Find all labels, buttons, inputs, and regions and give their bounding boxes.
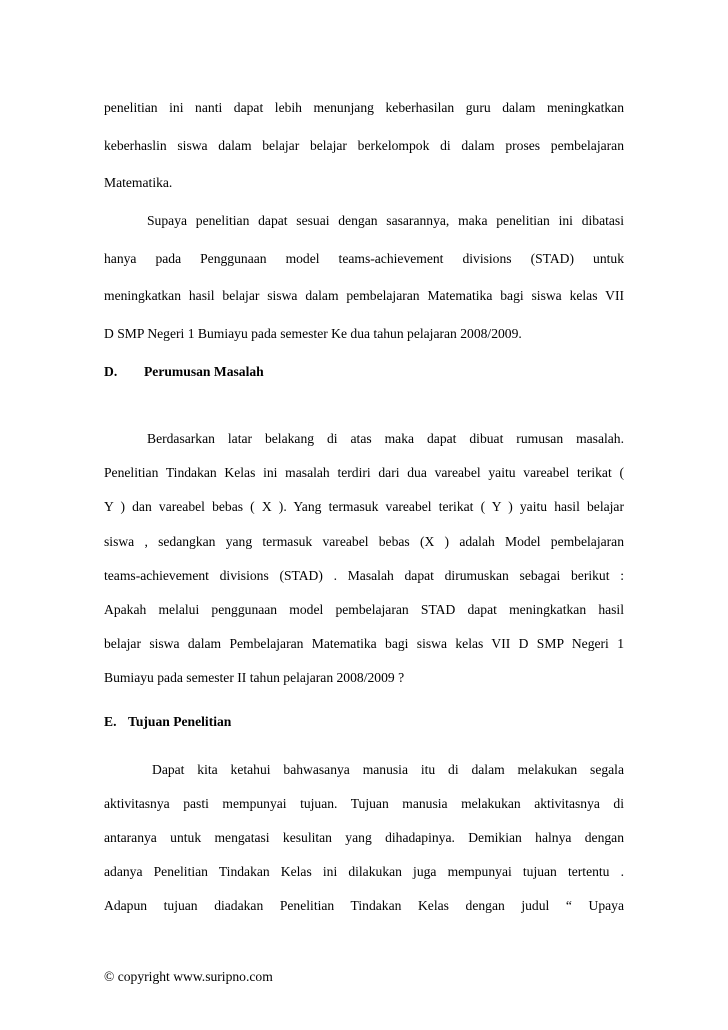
paragraph-line: belajar siswa dalam Pembelajaran Matematika bagi siswa kelas VII D SMP Negeri 1: [104, 636, 624, 651]
paragraph-line: Matematika.: [104, 175, 173, 190]
paragraph-line: Bumiayu pada semester II tahun pelajaran 2008/2009 ?: [104, 670, 405, 685]
paragraph-line: penelitian ini nanti dapat lebih menunjang keberhasilan guru dalam meningkatkan: [104, 100, 624, 115]
section-title: Tujuan Penelitian: [128, 714, 232, 729]
section-heading-d: [104, 363, 264, 381]
paragraph-line: teams-achievement divisions (STAD) . Masalah dapat dirumuskan sebagai berikut :: [104, 568, 624, 583]
paragraph-line: Y ) dan vareabel bebas ( X ). Yang termasuk vareabel terikat ( Y ) yaitu hasil belajar: [104, 499, 624, 514]
paragraph-line: Supaya penelitian dapat sesuai dengan sasarannya, maka penelitian ini dibatasi: [147, 213, 624, 228]
paragraph-line: Adapun tujuan diadakan Penelitian Tindakan Kelas dengan judul “ Upaya: [104, 898, 624, 913]
paragraph-line: Penelitian Tindakan Kelas ini masalah terdiri dari dua vareabel yaitu vareabel terikat (: [104, 465, 624, 480]
paragraph-line: aktivitasnya pasti mempunyai tujuan. Tujuan manusia melakukan aktivitasnya di: [104, 796, 624, 811]
paragraph-line: adanya Penelitian Tindakan Kelas ini dilakukan juga mempunyai tujuan tertentu .: [104, 864, 624, 879]
paragraph-line: antaranya untuk mengatasi kesulitan yang dihadapinya. Demikian halnya dengan: [104, 830, 624, 845]
paragraph-line: siswa , sedangkan yang termasuk vareabel bebas (X ) adalah Model pembelajaran: [104, 534, 624, 549]
paragraph-line: Berdasarkan latar belakang di atas maka dapat dibuat rumusan masalah.: [147, 431, 624, 446]
paragraph-line: Dapat kita ketahui bahwasanya manusia itu di dalam melakukan segala: [152, 762, 624, 777]
section-heading-e: [104, 713, 231, 731]
paragraph-line: keberhaslin siswa dalam belajar belajar berkelompok di dalam proses pembelajaran: [104, 138, 624, 153]
paragraph-line: meningkatkan hasil belajar siswa dalam pembelajaran Matematika bagi siswa kelas VII: [104, 288, 624, 303]
paragraph-line: Apakah melalui penggunaan model pembelajaran STAD dapat meningkatkan hasil: [104, 602, 624, 617]
paragraph-line: D SMP Negeri 1 Bumiayu pada semester Ke dua tahun pelajaran 2008/2009.: [104, 326, 522, 341]
section-number: D.: [104, 364, 118, 379]
paragraph-line: hanya pada Penggunaan model teams-achievement divisions (STAD) untuk: [104, 251, 624, 266]
section-number: E.: [104, 714, 117, 729]
copyright-footer: © copyright www.suripno.com: [104, 969, 273, 984]
section-title: Perumusan Masalah: [144, 364, 264, 379]
